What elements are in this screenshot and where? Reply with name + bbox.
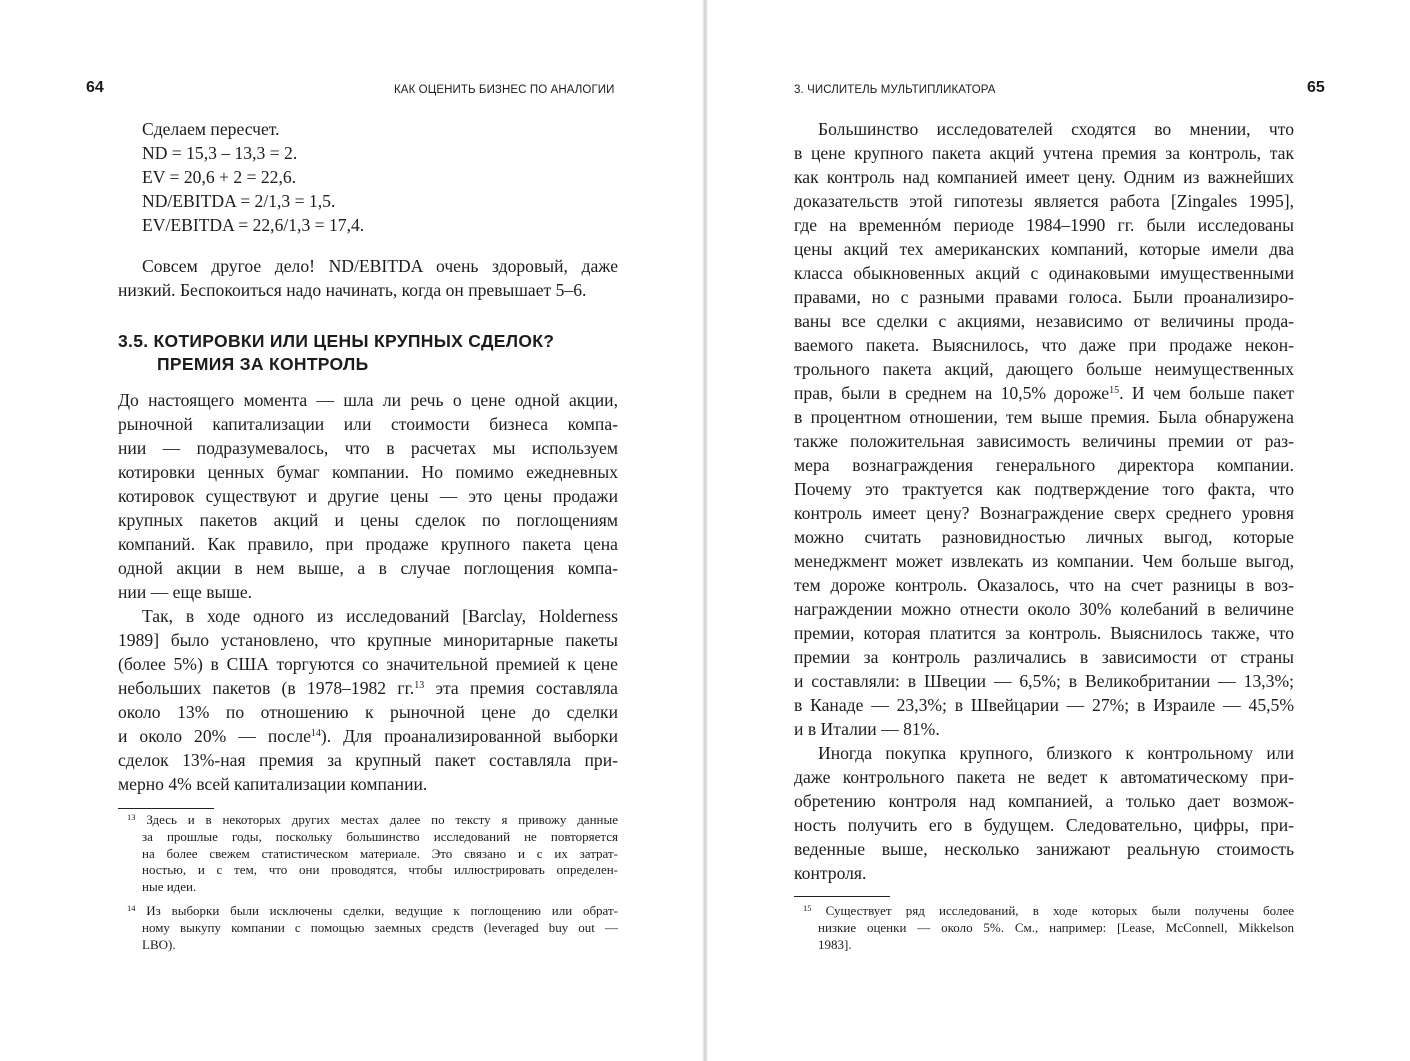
text-fragment: . И чем больше пакет: [1119, 383, 1294, 403]
text-fragment: небольших пакетов (в 1978–1982 гг.: [118, 678, 415, 698]
heading-line-1: 3.5. КОТИРОВКИ ИЛИ ЦЕНЫ КРУПНЫХ СДЕЛОК?: [118, 331, 555, 351]
footnote-line: ному выкупу компании с помощью заемных средств (leveraged buy out —: [142, 919, 618, 935]
text-line: в Канаде — 23,3%; в Швейцарии — 27%; в Израиле — 45,5%: [794, 695, 1294, 715]
footnote-separator: [794, 896, 890, 897]
text-line: Иногда покупка крупного, близкого к контрольному или: [818, 743, 1294, 763]
text-line: контроля.: [794, 863, 867, 883]
paragraph-intro: [118, 388, 618, 604]
calc-line: EV = 20,6 + 2 = 22,6.: [142, 167, 297, 187]
text-line: мерно 4% всей капитализации компании.: [118, 774, 428, 794]
footnote-number: 14: [127, 903, 136, 913]
text-line: Большинство исследователей сходятся во мнении, что: [818, 119, 1294, 139]
text-line: [794, 381, 1294, 405]
text-fragment: Здесь и в некоторых других местах далее по тексту я привожу данные: [146, 812, 618, 827]
page-number-left: 64: [86, 79, 104, 96]
text-line: трольного пакета акций, дающего больше неимущественных: [794, 359, 1294, 379]
paragraph-zingales: [794, 117, 1294, 741]
text-fragment: и около 20% — после: [118, 726, 311, 746]
text-line: ваны все сделки с акциями, независимо от величины прода-: [794, 311, 1294, 331]
running-head-left: КАК ОЦЕНИТЬ БИЗНЕС ПО АНАЛОГИИ: [394, 84, 615, 96]
text-line: рыночной капитализации или стоимости бизнеса компа-: [118, 414, 618, 434]
footnote-separator: [118, 808, 214, 809]
text-line: нии — подразумевалось, что в расчетах мы используем: [118, 438, 618, 458]
footnote-ref-15[interactable]: 15: [1109, 385, 1120, 396]
text-line: До настоящего момента — шла ли речь о цене одной акции,: [118, 390, 618, 410]
text-fragment: прав, были в среднем на 10,5% дороже: [794, 383, 1110, 403]
text-line: котировки ценных бумаг компании. Но помимо ежедневных: [118, 462, 618, 482]
paragraph-conclusion: [118, 254, 618, 302]
footnote-number: 13: [127, 812, 136, 822]
text-line: мера вознаграждения генерального директора компании.: [794, 455, 1294, 475]
text-line: нии — еще выше.: [118, 582, 253, 602]
text-line: как контроль над компанией имеет цену. Одним из важнейших: [794, 167, 1294, 187]
footnote-line: низкие оценки — около 5%. См., например: [Lease, McConnell, Mikkelson: [818, 919, 1294, 935]
text-line: даже контрольного пакета не ведет к автоматическому при-: [794, 767, 1294, 787]
text-line: обретению контроля над компанией, а только дает возмож-: [794, 791, 1294, 811]
text-line: в процентном отношении, тем выше премия. Была обнаружена: [794, 407, 1294, 427]
text-fragment: Существует ряд исследований, в ходе которых были получены более: [825, 903, 1294, 918]
text-line: в цене крупного пакета акций учтена премия за контроль, так: [794, 143, 1294, 163]
text-line: котировок существуют и другие цены — это цены продажи: [118, 486, 618, 506]
text-line: ность получить его в будущем. Следовательно, цифры, при-: [794, 815, 1294, 835]
text-fragment: Из выборки были исключены сделки, ведущие к поглощению или обрат-: [146, 903, 618, 918]
text-line: низкий. Беспокоиться надо начинать, когда он превышает 5–6.: [118, 280, 587, 300]
text-fragment: ). Для проанализированной выборки: [320, 726, 618, 746]
footnote-line: за прошлые годы, поскольку большинство исследований не повторяется: [142, 828, 618, 844]
footnote-15: [794, 903, 1294, 953]
text-line: и составляли: в Швеции — 6,5%; в Великобритании — 13,3%;: [794, 671, 1294, 691]
text-fragment: эта премия составляла: [424, 678, 618, 698]
text-line: где на временнóм периоде 1984–1990 гг. были исследованы: [794, 215, 1294, 235]
running-head-right: 3. ЧИСЛИТЕЛЬ МУЛЬТИПЛИКАТОРА: [794, 84, 996, 96]
text-line: цены акций тех американских компаний, которые имели два: [794, 239, 1294, 259]
calc-line: ND/EBITDA = 2/1,3 = 1,5.: [142, 191, 336, 211]
footnote-13: [118, 812, 618, 896]
footnote-ref-14[interactable]: 14: [310, 728, 321, 739]
text-line: [118, 676, 618, 700]
text-line: награждении можно отнести около 30% колебаний в величине: [794, 599, 1294, 619]
section-heading: [118, 330, 638, 376]
calculation-block: [118, 117, 618, 237]
footnote-14: [118, 903, 618, 953]
calc-line: Сделаем пересчет.: [142, 119, 280, 139]
text-line: тем дороже контроль. Оказалось, что на счет разницы в воз-: [794, 575, 1294, 595]
text-line: и в Италии — 81%.: [794, 719, 940, 739]
footnote-line: ные идеи.: [142, 879, 197, 895]
text-line: сделок 13%-ная премия за крупный пакет составляла при-: [118, 750, 618, 770]
text-line: ваемого пакета. Выяснилось, что даже при продаже некон-: [794, 335, 1294, 355]
text-line: Совсем другое дело! ND/EBITDA очень здоровый, даже: [142, 256, 618, 276]
footnote-line: 1983].: [818, 936, 852, 952]
left-page: [0, 0, 702, 1061]
text-line: 1989] было установлено, что крупные миноритарные пакеты: [118, 630, 618, 650]
text-line: класса обыкновенных акций с одинаковыми имущественными: [794, 263, 1294, 283]
text-line: можно считать разновидностью личных выгод, которые: [794, 527, 1294, 547]
footnote-line: [118, 903, 618, 920]
right-page: [708, 0, 1410, 1061]
footnote-line: ностью, и с тем, что они проводятся, чтобы иллюстрировать определен-: [142, 862, 618, 878]
text-line: контроль имеет цену? Вознаграждение сверх среднего уровня: [794, 503, 1294, 523]
footnote-line: [794, 903, 1294, 920]
paragraph-control-acquisition: [794, 741, 1294, 885]
text-line: Почему это трактуется как подтверждение того факта, что: [794, 479, 1294, 499]
text-line: (более 5%) в США торгуются со значительной премией к цене: [118, 654, 618, 674]
text-line: менеджмент может извлекать из компании. Чем больше выгод,: [794, 551, 1294, 571]
text-line: премии, которая платится за контроль. Выяснилось также, что: [794, 623, 1294, 643]
text-line: около 13% по отношению к рыночной цене до сделки: [118, 702, 618, 722]
text-line: правами, но с разными правами голоса. Были проанализиро-: [794, 287, 1294, 307]
text-line: [118, 724, 618, 748]
footnote-ref-13[interactable]: 13: [414, 680, 425, 691]
paragraph-barclay: [118, 604, 618, 796]
text-line: одной акции в нем выше, а в случае поглощения компа-: [118, 558, 618, 578]
calc-line: EV/EBITDA = 22,6/1,3 = 17,4.: [142, 215, 365, 235]
text-line: Так, в ходе одного из исследований [Barclay, Holderness: [142, 606, 618, 626]
text-line: веденные выше, несколько занижают реальную стоимость: [794, 839, 1294, 859]
text-line: компаний. Как правило, при продаже крупного пакета цена: [118, 534, 618, 554]
text-line: крупных пакетов акций и цены сделок по поглощениям: [118, 510, 618, 530]
footnote-number: 15: [803, 903, 812, 913]
page-number-right: 65: [1307, 79, 1325, 96]
calc-line: ND = 15,3 – 13,3 = 2.: [142, 143, 298, 163]
text-line: премии за контроль различались в зависимости от страны: [794, 647, 1294, 667]
footnote-line: [118, 812, 618, 829]
text-line: доказательств этой гипотезы является работа [Zingales 1995],: [794, 191, 1294, 211]
footnote-line: на более свежем статистическом материале. Это связано и с их затрат-: [142, 845, 618, 861]
footnote-line: LBO).: [142, 936, 176, 952]
heading-line-2: ПРЕМИЯ ЗА КОНТРОЛЬ: [157, 354, 369, 374]
text-line: также положительная зависимость величины премии от раз-: [794, 431, 1294, 451]
